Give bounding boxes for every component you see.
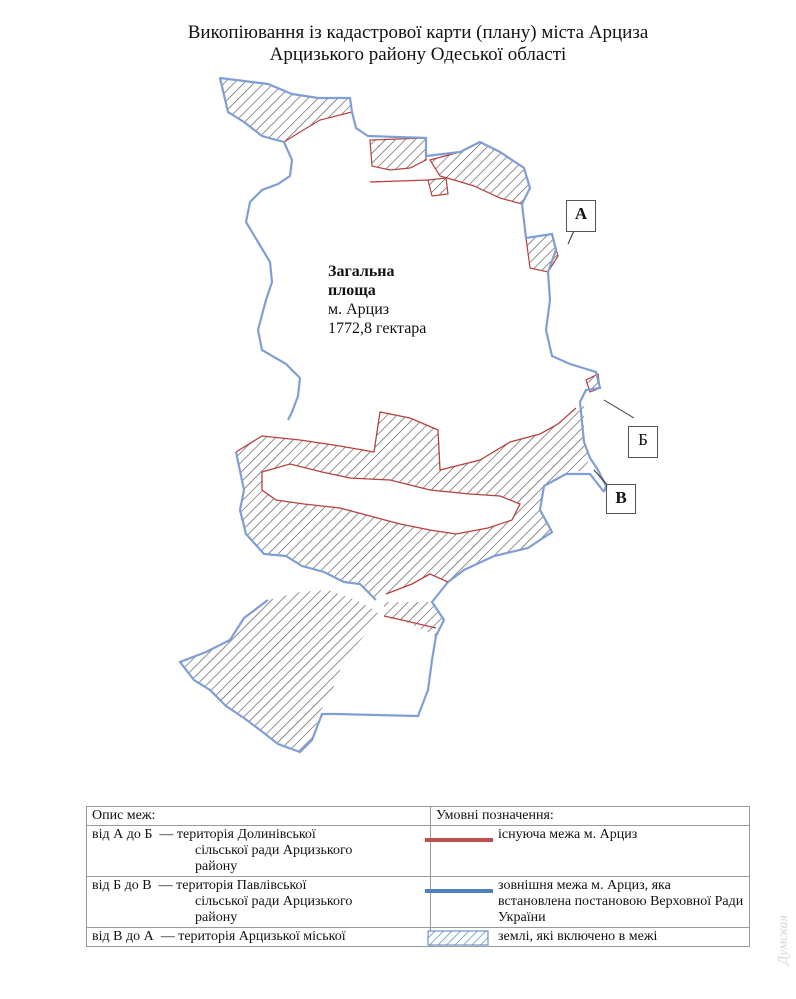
hatch-box-symbol — [431, 928, 497, 947]
legend-row-desc: від Б до В — територія Павлівської сільської ради Арцизького району — [87, 877, 431, 928]
legend-header-desc: Опис меж: — [87, 807, 431, 826]
point-label-v: В — [606, 484, 636, 514]
leader-b — [604, 400, 634, 418]
watermark: Думская — [776, 915, 791, 965]
area-label-bold-1: Загальна — [328, 263, 395, 280]
legend-row-desc: від А до Б — територія Долинівської сільської ради Арцизького району — [87, 826, 431, 877]
title-line-1: Викопіювання із кадастрової карти (плану) міста Арциза — [187, 22, 649, 43]
red-line-symbol — [431, 826, 497, 877]
point-label-b: Б — [628, 426, 658, 458]
point-label-a: А — [566, 200, 596, 232]
legend-row-desc: від В до А — територія Арцизької міської — [87, 928, 431, 947]
included-lands-south — [180, 404, 590, 752]
legend-table — [86, 806, 750, 947]
area-label-town: м. Арциз — [328, 301, 390, 318]
legend-symbol-text: існуюча межа м. Арциз — [496, 826, 750, 877]
legend-symbol-text: зовнішня межа м. Арциз, яка встановлена постановою Верховної Ради України — [496, 877, 750, 928]
area-label-bold-2: площа — [328, 282, 376, 299]
legend-header-symbols: Умовні позначення: — [431, 807, 750, 826]
total-area-label — [328, 262, 458, 338]
area-label-value: 1772,8 гектара — [328, 320, 427, 337]
blue-line-symbol — [431, 877, 497, 928]
title-line-2: Арцизького району Одеської області — [269, 44, 567, 65]
legend-symbol-text: землі, які включено в межі — [496, 928, 750, 947]
